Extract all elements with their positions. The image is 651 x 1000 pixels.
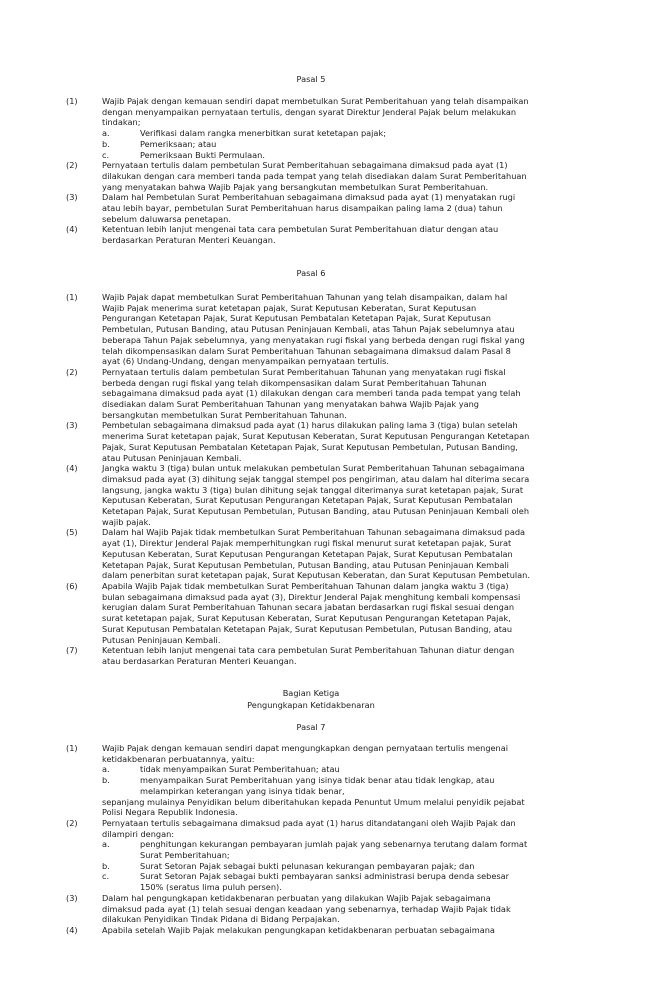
section-heading	[211, 722, 411, 734]
paragraph-number: (6)	[66, 580, 78, 591]
paragraph-line: dimaksud pada ayat (1) telah sesuai dengan keadaan yang sebenarnya, terhadap Wajib Pajak tidak	[102, 903, 511, 914]
paragraph-line: Apabila setelah Wajib Pajak melakukan pengungkapan ketidakbenaran perbuatan sebagaimana	[102, 924, 495, 935]
paragraph-line: Ketetapan Pajak, Surat Keputusan Pembetulan, Putusan Banding, atau Putusan Peninjauan Kembali	[102, 559, 509, 570]
heading-line: Pasal 5	[296, 74, 326, 84]
paragraph-number: (4)	[66, 463, 78, 474]
paragraph-line: bulan sebagaimana dimaksud pada ayat (3), Direktur Jenderal Pajak menghitung kembali kompensasi	[102, 591, 521, 602]
paragraph-line: Keputusan Keberatan, Surat Keputusan Pengurangan Ketetapan Pajak, Surat Keputusan Pembatalan	[102, 495, 513, 506]
paragraph-number: (1)	[66, 96, 78, 106]
heading-line: Bagian Ketiga	[282, 688, 340, 698]
paragraph-line: Dalam hal pengungkapan ketidakbenaran perbuatan yang dilakukan Wajib Pajak sebagaimana	[102, 892, 491, 903]
paragraph-line: berdasarkan Peraturan Menteri Keuangan.	[102, 235, 276, 246]
paragraph-item	[0, 818, 651, 893]
paragraph-line: kerugian dalam Surat Pemberitahuan Tahunan secara jabatan berdasarkan rugi fiskal sesuai dengan	[102, 602, 515, 613]
paragraph-line: wajib pajak.	[102, 516, 151, 527]
section-body	[0, 96, 651, 246]
paragraph-line: Wajib Pajak dengan kemauan sendiri dapat mengungkapkan dengan pernyataan tertulis mengenai	[102, 743, 509, 753]
paragraph-line: Pembetulan sebagaimana dimaksud pada ayat (1) harus dilakukan paling lama 3 (tiga) bulan setelah	[102, 420, 518, 431]
sub-item-letter: c.	[102, 149, 110, 160]
section-heading	[211, 688, 411, 711]
paragraph-line: Dalam hal Wajib Pajak tidak membetulkan Surat Pemberitahuan Tahunan sebagaimana dimaksud pada	[102, 527, 526, 538]
paragraph-line: ayat (1), Direktur Jenderal Pajak memperhitungkan rugi fiskal menurut surat ketetapan pajak, Surat	[102, 538, 512, 549]
paragraph-line: atau lebih bayar, pembetulan Surat Pemberitahuan harus disampaikan paling lama 2 (dua) tahun	[102, 203, 503, 214]
sub-item-line: Pemeriksaan Bukti Permulaan.	[140, 149, 265, 160]
paragraph-line: Pernyataan tertulis sebagaimana dimaksud pada ayat (1) harus ditandatangani oleh Wajib Pajak dan	[102, 817, 516, 828]
paragraph-line: surat ketetapan pajak, Surat Keputusan Keberatan, Surat Keputusan Pengurangan Ketetapan Pajak,	[102, 613, 511, 624]
paragraph-item	[0, 893, 651, 925]
paragraph-number: (3)	[66, 420, 78, 431]
paragraph-number: (3)	[66, 192, 78, 203]
paragraph-line: Ketetapan Pajak, Surat Keputusan Pembetulan, Putusan Banding, atau Putusan Peninjauan Kembali oleh	[102, 506, 530, 517]
sub-item-line: Surat Setoran Pajak sebagai bukti pelunasan kekurangan pembayaran pajak; dan	[140, 860, 475, 871]
sub-item	[0, 871, 651, 892]
sub-item-line: Verifikasi dalam rangka menerbitkan surat ketetapan pajak;	[140, 128, 386, 139]
paragraph-line: Surat Keputusan Pembatalan Ketetapan Pajak, Surat Keputusan Pembetulan, Putusan Banding, atau	[102, 623, 513, 634]
sub-item	[0, 150, 651, 161]
paragraph-line: Wajib Pajak menerima surat ketetapan pajak, Surat Keputusan Keberatan, Surat Keputusan	[102, 302, 477, 313]
sub-item-letter: a.	[102, 128, 110, 139]
paragraph-line: ketidakbenaran perbuatannya, yaitu:	[102, 753, 255, 764]
paragraph-line: ayat (6) Undang-Undang, dengan menyampaikan pernyataan tertulis.	[102, 356, 389, 367]
paragraph-item	[0, 192, 651, 224]
paragraph-line: berbeda dengan rugi fiskal yang telah dikompensasikan dalam Surat Pemberitahuan Tahunan	[102, 377, 487, 388]
paragraph-number: (2)	[66, 160, 78, 171]
sub-item-letter: b.	[102, 775, 110, 786]
sub-item	[0, 839, 651, 860]
paragraph-number: (1)	[66, 743, 78, 753]
sub-item-line: 150% (seratus lima puluh persen).	[140, 882, 282, 893]
paragraph-line: atau Putusan Peninjauan Kembali.	[102, 452, 242, 463]
paragraph-line: langsung, jangka waktu 3 (tiga) bulan dihitung sejak tanggal diterimanya surat ketetapan pajak, Surat	[102, 484, 524, 495]
sub-item-line: penghitungan kekurangan pembayaran jumlah pajak yang sebenarnya terutang dalam format	[140, 839, 528, 850]
sub-item-line: tidak menyampaikan Surat Pemberitahuan; atau	[140, 764, 340, 775]
sub-item	[0, 128, 651, 139]
heading-line: Pasal 7	[296, 722, 326, 732]
paragraph-line: Pernyataan tertulis dalam pembetulan Surat Pemberitahuan sebagaimana dimaksud pada ayat (1)	[102, 160, 508, 171]
paragraph-number: (7)	[66, 645, 78, 656]
paragraph-item	[0, 463, 651, 527]
paragraph-number: (5)	[66, 527, 78, 538]
paragraph-line: Polisi Negara Republik Indonesia.	[102, 807, 238, 818]
paragraph-line: Wajib Pajak dapat membetulkan Surat Pemberitahuan Tahunan yang telah disampaikan, dalam hal	[102, 292, 508, 302]
paragraph-line: beberapa Tahun Pajak sebelumnya, yang menyatakan rugi fiskal yang berbeda dengan rugi fiskal yang	[102, 334, 525, 345]
paragraph-line: Pengurangan Ketetapan Pajak, Surat Keputusan Pembatalan Ketetapan Pajak, Surat Keputusan	[102, 313, 491, 324]
paragraph-line: Keputusan Keberatan, Surat Keputusan Pengurangan Ketetapan Pajak, Surat Keputusan Pembatalan	[102, 548, 513, 559]
section-heading	[211, 268, 411, 280]
paragraph-item	[0, 743, 651, 818]
paragraph-item	[0, 925, 651, 936]
paragraph-line: dilampiri dengan:	[102, 828, 175, 839]
sub-item-letter: b.	[102, 860, 110, 871]
paragraph-line: bersangkutan membetulkan Surat Pemberitahuan Tahunan.	[102, 409, 347, 420]
paragraph-line: sepanjang mulainya Penyidikan belum diberitahukan kepada Penuntut Umum melalui penyidik pejabat	[102, 796, 525, 807]
paragraph-line: Pajak, Surat Keputusan Pembatalan Ketetapan Pajak, Surat Keputusan Pembetulan, Putusan Banding,	[102, 441, 518, 452]
paragraph-number: (2)	[66, 366, 78, 377]
section-heading	[211, 74, 411, 86]
paragraph-line: sebagaimana dimaksud pada ayat (1) dilakukan dengan cara memberi tanda pada tempat yang telah	[102, 388, 521, 399]
sub-item-line: Surat Pemberitahuan;	[140, 850, 230, 861]
paragraph-number: (2)	[66, 817, 78, 828]
paragraph-line: dengan menyampaikan pernyataan tertulis, dengan syarat Direktur Jenderal Pajak belum melakukan	[102, 106, 517, 117]
paragraph-line: yang menyatakan bahwa Wajib Pajak yang bersangkutan membetulkan Surat Pemberitahuan.	[102, 181, 489, 192]
sub-item-line: melampirkan keterangan yang isinya tidak benar,	[140, 785, 345, 796]
paragraph-line: Wajib Pajak dengan kemauan sendiri dapat membetulkan Surat Pemberitahuan yang telah disampaikan	[102, 96, 529, 106]
paragraph-line: dimaksud pada ayat (3) dihitung sejak tanggal stempel pos pengiriman, atau dalam hal diterima secara	[102, 473, 530, 484]
paragraph-item	[0, 645, 651, 666]
paragraph-number: (3)	[66, 892, 78, 903]
sub-item-letter: a.	[102, 839, 110, 850]
paragraph-line: atau berdasarkan Peraturan Menteri Keuangan.	[102, 655, 297, 666]
heading-line: Pasal 6	[296, 268, 326, 278]
sub-item-letter: c.	[102, 871, 110, 882]
paragraph-line: tindakan;	[102, 117, 141, 128]
paragraph-number: (4)	[66, 224, 78, 235]
paragraph-line: menerima Surat ketetapan pajak, Surat Keputusan Keberatan, Surat Keputusan Pengurangan Ketetapan	[102, 431, 530, 442]
paragraph-item	[0, 581, 651, 645]
paragraph-line: dilakukan dengan cara memberi tanda pada tempat yang telah disediakan dalam Surat Pemberitahuan	[102, 170, 527, 181]
sub-item-line: Pemeriksaan; atau	[140, 138, 217, 149]
paragraph-line: disediakan dalam Surat Pemberitahuan Tahunan yang menyatakan bahwa Wajib Pajak yang	[102, 399, 480, 410]
sub-item	[0, 861, 651, 872]
paragraph-line: Pernyataan tertulis dalam pembetulan Surat Pemberitahuan Tahunan yang menyatakan rugi fiskal	[102, 366, 506, 377]
paragraph-line: Ketentuan lebih lanjut mengenai tata cara pembetulan Surat Pemberitahuan Tahunan diatur dengan	[102, 645, 515, 656]
section-body	[0, 292, 651, 667]
paragraph-line: Putusan Peninjauan Kembali.	[102, 634, 221, 645]
paragraph-item	[0, 420, 651, 463]
paragraph-item	[0, 367, 651, 421]
paragraph-line: Jangka waktu 3 (tiga) bulan untuk melakukan pembetulan Surat Pemberitahuan Tahunan sebagaimana	[102, 463, 525, 474]
paragraph-item	[0, 96, 651, 160]
heading-line: Pengungkapan Ketidakbenaran	[247, 699, 375, 710]
sub-item-line: menyampaikan Surat Pemberitahuan yang isinya tidak benar atau tidak lengkap, atau	[140, 775, 495, 786]
paragraph-item	[0, 224, 651, 245]
paragraph-line: telah dikompensasikan dalam Surat Pemberitahuan Tahunan sebagaimana dimaksud dalam Pasal 8	[102, 345, 511, 356]
sub-item	[0, 775, 651, 796]
paragraph-line: Pembetulan, Putusan Banding, atau Putusan Peninjauan Kembali, atas Tahun Pajak sebelumnya atau	[102, 324, 515, 335]
paragraph-line: dalam penerbitan surat ketetapan pajak, Surat Keputusan Keberatan, dan Surat Keputusan Pembetulan.	[102, 570, 530, 581]
section-body	[0, 743, 651, 936]
paragraph-line: Apabila Wajib Pajak tidak membetulkan Surat Pemberitahuan Tahunan dalam jangka waktu 3 (tiga)	[102, 580, 509, 591]
paragraph-item	[0, 292, 651, 367]
paragraph-line: Dalam hal Pembetulan Surat Pemberitahuan sebagaimana dimaksud pada ayat (1) menyatakan rugi	[102, 192, 516, 203]
paragraph-item	[0, 160, 651, 192]
sub-item	[0, 139, 651, 150]
paragraph-item	[0, 527, 651, 581]
sub-item-line: Surat Setoran Pajak sebagai bukti pembayaran sanksi administrasi berupa denda sebesar	[140, 871, 510, 882]
sub-item-letter: b.	[102, 138, 110, 149]
paragraph-line: Ketentuan lebih lanjut mengenai tata cara pembetulan Surat Pemberitahuan diatur dengan atau	[102, 224, 499, 235]
paragraph-line: dilakukan Penyidikan Tindak Pidana di Bidang Perpajakan.	[102, 914, 340, 925]
paragraph-number: (1)	[66, 292, 78, 302]
paragraph-number: (4)	[66, 924, 78, 935]
paragraph-line: sebelum daluwarsa penetapan.	[102, 213, 231, 224]
sub-item	[0, 764, 651, 775]
sub-item-letter: a.	[102, 764, 110, 775]
